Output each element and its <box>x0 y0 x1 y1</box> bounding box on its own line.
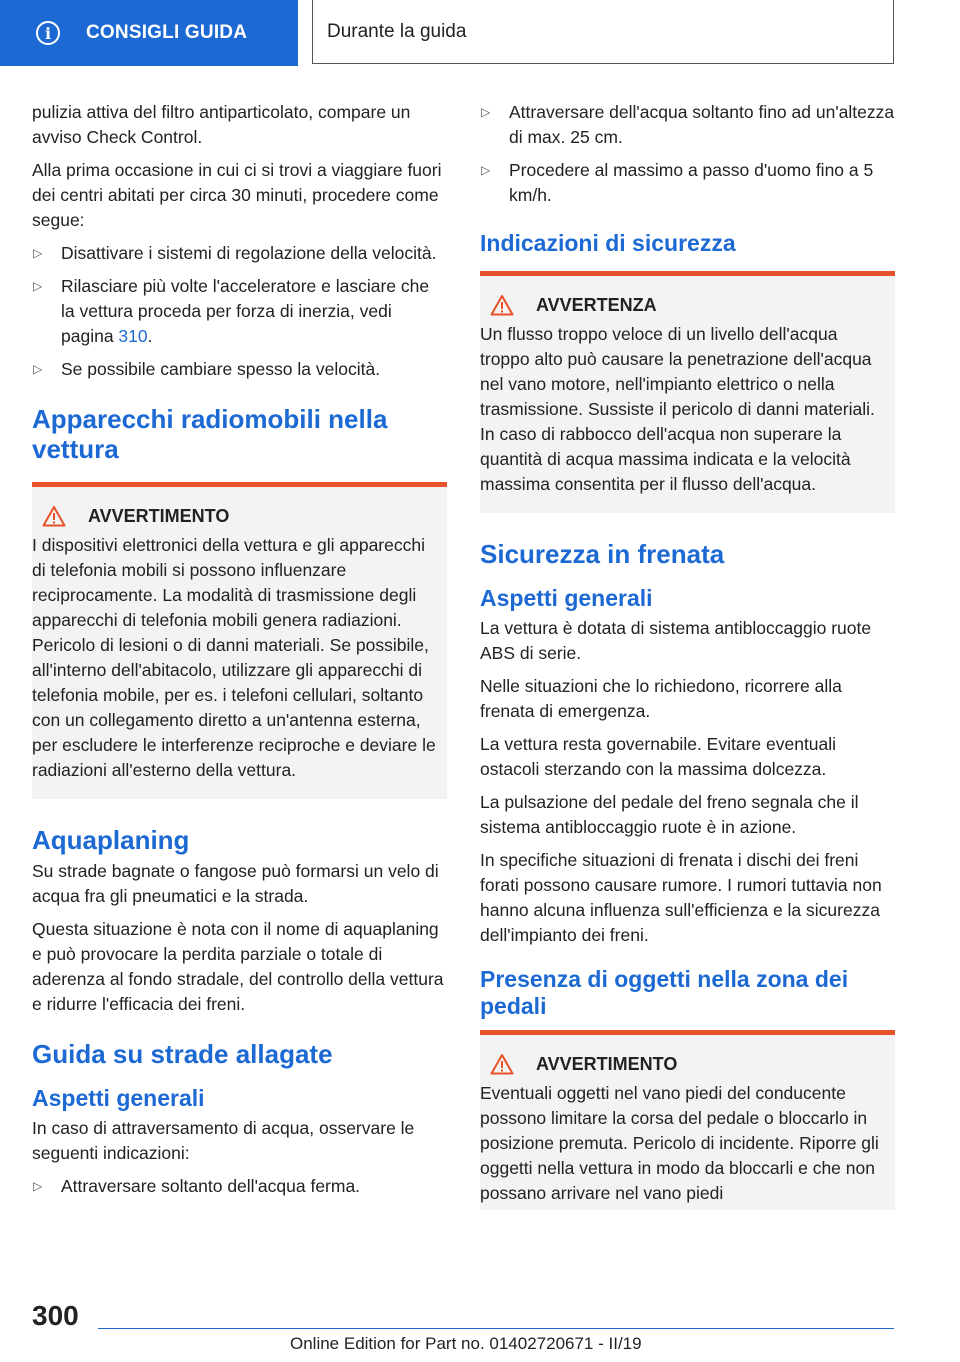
warning-box <box>32 482 447 799</box>
paragraph: La pulsazione del pedale del freno segnala che il sistema antibloccaggio ruote è in azione. <box>480 792 859 837</box>
bullet-triangle-icon: ▷ <box>33 246 43 260</box>
section-heading: Apparecchi radiomobili nella vettura <box>32 404 388 464</box>
list-item-text: Attraversare soltanto dell'acqua ferma. <box>61 1176 361 1196</box>
section-heading: Sicurezza in frenata <box>480 539 725 569</box>
subsection-heading: Indicazioni di sicurezza <box>480 230 736 256</box>
bullet-triangle-icon: ▷ <box>481 163 491 177</box>
paragraph: pulizia attiva del filtro antiparticolato, compare un avviso Check Control. <box>32 102 411 147</box>
warning-title: AVVERTENZA <box>536 294 657 315</box>
bullet-triangle-icon: ▷ <box>33 362 43 376</box>
subsection-heading: Presenza di oggetti nella zona dei pedali <box>480 966 849 1019</box>
warning-title: AVVERTIMENTO <box>536 1053 678 1074</box>
page-header <box>0 0 960 66</box>
right-column <box>480 100 895 1210</box>
paragraph: La vettura resta governabile. Evitare eventuali ostacoli sterzando con la massima dolcezza. <box>480 734 837 779</box>
list-item-text: Disattivare i sistemi di regolazione della velocità. <box>61 243 437 263</box>
warning-box <box>480 1030 895 1210</box>
section-heading: Guida su strade allagate <box>32 1039 333 1069</box>
list-item-text: Se possibile cambiare spesso la velocità. <box>61 359 381 379</box>
instruction-list <box>32 241 447 382</box>
footer-divider <box>98 1328 894 1329</box>
warning-title: AVVERTIMENTO <box>88 505 230 526</box>
info-circle-icon: i <box>36 21 60 45</box>
instruction-list <box>32 1174 447 1199</box>
subsection-heading: Aspetti generali <box>480 585 653 611</box>
section-tab-label: Durante la guida <box>327 20 467 42</box>
bullet-triangle-icon: ▷ <box>481 105 491 119</box>
page-number: 300 <box>32 1300 79 1331</box>
paragraph: Alla prima occasione in cui ci si trovi a viaggiare fuori dei centri abitati per circa 30 minuti, procedere come segue: <box>32 160 442 230</box>
warning-triangle-icon <box>490 294 514 316</box>
warning-triangle-icon <box>490 1053 514 1075</box>
subsection-heading: Aspetti generali <box>32 1085 205 1111</box>
list-item-text: Procedere al massimo a passo d'uomo fino a 5 km/h. <box>509 160 874 205</box>
warning-triangle-icon <box>42 505 66 527</box>
chapter-tab-label: CONSIGLI GUIDA <box>86 22 248 43</box>
page-reference-link[interactable]: 310 <box>118 326 148 346</box>
warning-text: Eventuali oggetti nel vano piedi del conducente possono limitare la corsa del pedale o bloccarlo in posizione premuta. Pericolo di incidente. Riporre gli oggetti nella vettura in modo da bloccarli e che non possano arrivare nel vano piedi <box>480 1083 879 1203</box>
paragraph: La vettura è dotata di sistema antibloccaggio ruote ABS di serie. <box>480 618 872 663</box>
paragraph: In specifiche situazioni di frenata i dischi dei freni forati possono causare rumore. I rumori tuttavia non hanno alcuna influenza sull'efficienza e la sicurezza dell'impianto dei freni. <box>480 850 882 945</box>
paragraph: In caso di attraversamento di acqua, osservare le seguenti indicazioni: <box>32 1118 415 1163</box>
warning-text: Un flusso troppo veloce di un livello dell'acqua troppo alto può causare la penetrazione dell'acqua nel vano motore, nell'impianto elettrico o nella trasmissione. Sussiste il pericolo di danni materiali. In caso di rabbocco dell'acqua non superare la quantità di acqua massima indicata e la velocità massima consentita per il flusso dell'acqua. <box>480 324 875 494</box>
list-item-text: Attraversare dell'acqua soltanto fino ad un'altezza di max. 25 cm. <box>509 102 895 147</box>
bullet-triangle-icon: ▷ <box>33 1179 43 1193</box>
paragraph: Su strade bagnate o fangose può formarsi un velo di acqua fra gli pneumatici e la strada. <box>32 861 439 906</box>
paragraph: Questa situazione è nota con il nome di aquaplaning e può provocare la perdita parziale o totale di aderenza al fondo stradale, del controllo della vettura e ridurre l'efficacia dei freni. <box>32 919 444 1014</box>
left-column <box>32 100 447 1207</box>
list-item <box>480 100 895 150</box>
list-item <box>32 241 447 266</box>
chapter-tab-consigli-guida[interactable] <box>0 0 298 66</box>
list-item: ▷ Rilasciare più volte l'acceleratore e lasciare che la vettura proceda per forza di inerzia, vedi pagina 310. <box>33 276 430 346</box>
instruction-list <box>480 100 895 208</box>
list-item <box>32 357 447 382</box>
list-item <box>480 158 895 208</box>
warning-text: I dispositivi elettronici della vettura e gli apparecchi di telefonia mobili si possono influenzare reciprocamente. La modalità di trasmissione degli apparecchi di telefonia mobili genera radiazioni. Pericolo di lesioni o di danni materiali. Se possibile, all'interno dell'abitacolo, utilizzare gli apparecchi di telefonia mobile, per es. i telefoni cellulari, soltanto con un collegamento diretto a un'antenna esterna, per escludere le interferenze reciproche e deviare le radiazioni all'esterno della vettura. <box>32 535 436 780</box>
bullet-triangle-icon: ▷ <box>33 279 43 293</box>
section-heading: Aquaplaning <box>32 825 190 855</box>
list-item <box>32 1174 447 1199</box>
footer-edition: Online Edition for Part no. 01402720671 - II/19 <box>290 1334 642 1353</box>
section-tab-durante-la-guida[interactable] <box>312 0 894 64</box>
paragraph: Nelle situazioni che lo richiedono, ricorrere alla frenata di emergenza. <box>480 676 842 721</box>
warning-box <box>480 271 895 513</box>
list-item-text: Rilasciare più volte l'acceleratore e lasciare che la vettura proceda per forza di inerzia, vedi pagina <box>61 276 430 346</box>
